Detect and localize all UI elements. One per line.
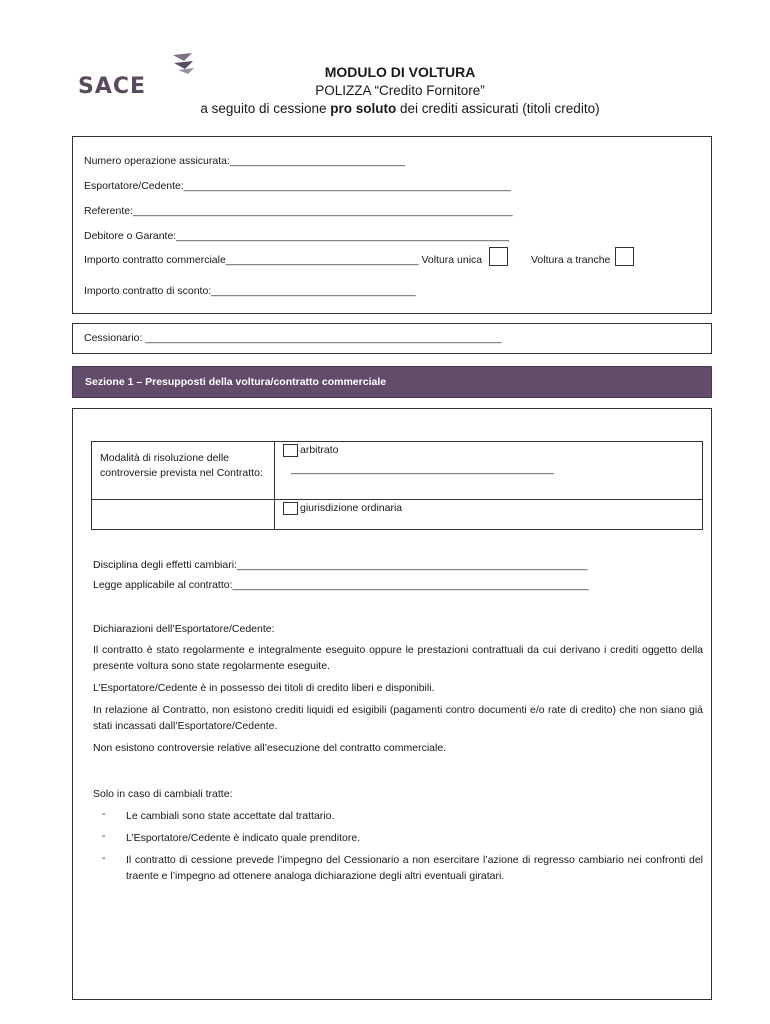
legge-field[interactable]: Legge applicabile al contratto:_____________________________________________________________ bbox=[93, 579, 589, 591]
logo-text: SACE bbox=[78, 74, 147, 99]
referente-field[interactable]: Referente:_________________________________________________________________ bbox=[84, 205, 513, 217]
dispute-resolution-label-cell bbox=[92, 442, 275, 500]
bullet-marker: - bbox=[102, 808, 106, 820]
dispute-resolution-label: Modalità di risoluzione delle controversie prevista nel Contratto: bbox=[100, 452, 263, 479]
declaration-paragraph: Il contratto è stato regolarmente e integralmente eseguito oppure le prestazioni contrattuali da cui derivano i crediti oggetto della presente voltura sono state regolarmente eseguite. bbox=[93, 644, 703, 672]
giurisdizione-label: giurisdizione ordinaria bbox=[300, 502, 403, 514]
declaration-paragraph: L’Esportatore/Cedente è in possesso dei titoli di credito liberi e disponibili. bbox=[93, 682, 435, 694]
voltura-tranche-checkbox[interactable] bbox=[615, 247, 634, 266]
page-title: MODULO DI VOLTURA bbox=[324, 64, 476, 80]
bullet-item: L’Esportatore/Cedente è indicato quale prenditore. bbox=[126, 832, 361, 844]
section-1-box bbox=[72, 408, 712, 1000]
importo-commerciale-row bbox=[84, 254, 634, 266]
bullet-item: Le cambiali sono state accettate dal trattario. bbox=[126, 810, 335, 822]
operation-info-box bbox=[72, 136, 712, 314]
giurisdizione-cell bbox=[275, 500, 703, 530]
arbitrato-cell bbox=[275, 442, 703, 500]
policy-subtitle: POLIZZA “Credito Fornitore” bbox=[315, 83, 485, 98]
subtitle-part: a seguito di cessione bbox=[200, 101, 331, 116]
empty-cell bbox=[92, 500, 275, 530]
cessionario-box bbox=[72, 323, 712, 354]
voltura-tranche-label: Voltura a tranche bbox=[531, 254, 611, 266]
esportatore-field[interactable]: Esportatore/Cedente:________________________________________________________ bbox=[84, 180, 511, 192]
cession-subtitle bbox=[150, 101, 650, 116]
importo-sconto-field[interactable]: Importo contratto di sconto:___________________________________ bbox=[84, 285, 416, 297]
section-1-header bbox=[72, 366, 712, 398]
importo-commerciale-field[interactable]: Importo contratto commerciale_________________________________ bbox=[84, 254, 419, 266]
bullet-marker: - bbox=[102, 852, 106, 864]
bullet-item: Il contratto di cessione prevede l’impegno del Cessionario a non esercitare l’azione di regresso cambiario nei confronti del traente e l’impegno ad ottenere analoga dichiarazione degli altri eventuali giratari. bbox=[126, 854, 703, 882]
arbitrato-line[interactable]: _____________________________________________ bbox=[291, 463, 554, 475]
arbitrato-checkbox[interactable] bbox=[283, 444, 298, 457]
section-1-title: Sezione 1 – Presupposti della voltura/contratto commerciale bbox=[85, 376, 387, 388]
debitore-field[interactable]: Debitore o Garante:_________________________________________________________ bbox=[84, 230, 510, 242]
disciplina-field[interactable]: Disciplina degli effetti cambiari:____________________________________________________________ bbox=[93, 559, 588, 571]
subtitle-bold-part: pro soluto bbox=[330, 101, 397, 116]
giurisdizione-checkbox[interactable] bbox=[283, 502, 298, 515]
declaration-paragraph: In relazione al Contratto, non esistono crediti liquidi ed esigibili (pagamenti contro documenti e/o rate di credito) che non siano già stati incassati dall’Esportatore/Cedente. bbox=[93, 704, 703, 732]
header-titles bbox=[150, 64, 650, 116]
cambiali-title: Solo in caso di cambiali tratte: bbox=[93, 788, 233, 800]
numero-operazione-field[interactable]: Numero operazione assicurata:______________________________ bbox=[84, 155, 406, 167]
voltura-unica-checkbox[interactable] bbox=[489, 247, 508, 266]
cessionario-field[interactable]: Cessionario: _____________________________________________________________ bbox=[84, 332, 502, 344]
arbitrato-label: arbitrato bbox=[300, 444, 339, 456]
subtitle-part: dei crediti assicurati (titoli credito) bbox=[396, 101, 600, 116]
declaration-paragraph: Non esistono controversie relative all’esecuzione del contratto commerciale. bbox=[93, 742, 447, 754]
voltura-unica-label: Voltura unica bbox=[421, 254, 483, 266]
bullet-marker: - bbox=[102, 830, 106, 842]
dispute-resolution-table bbox=[91, 441, 703, 530]
dichiarazioni-title: Dichiarazioni dell’Esportatore/Cedente: bbox=[93, 623, 275, 635]
